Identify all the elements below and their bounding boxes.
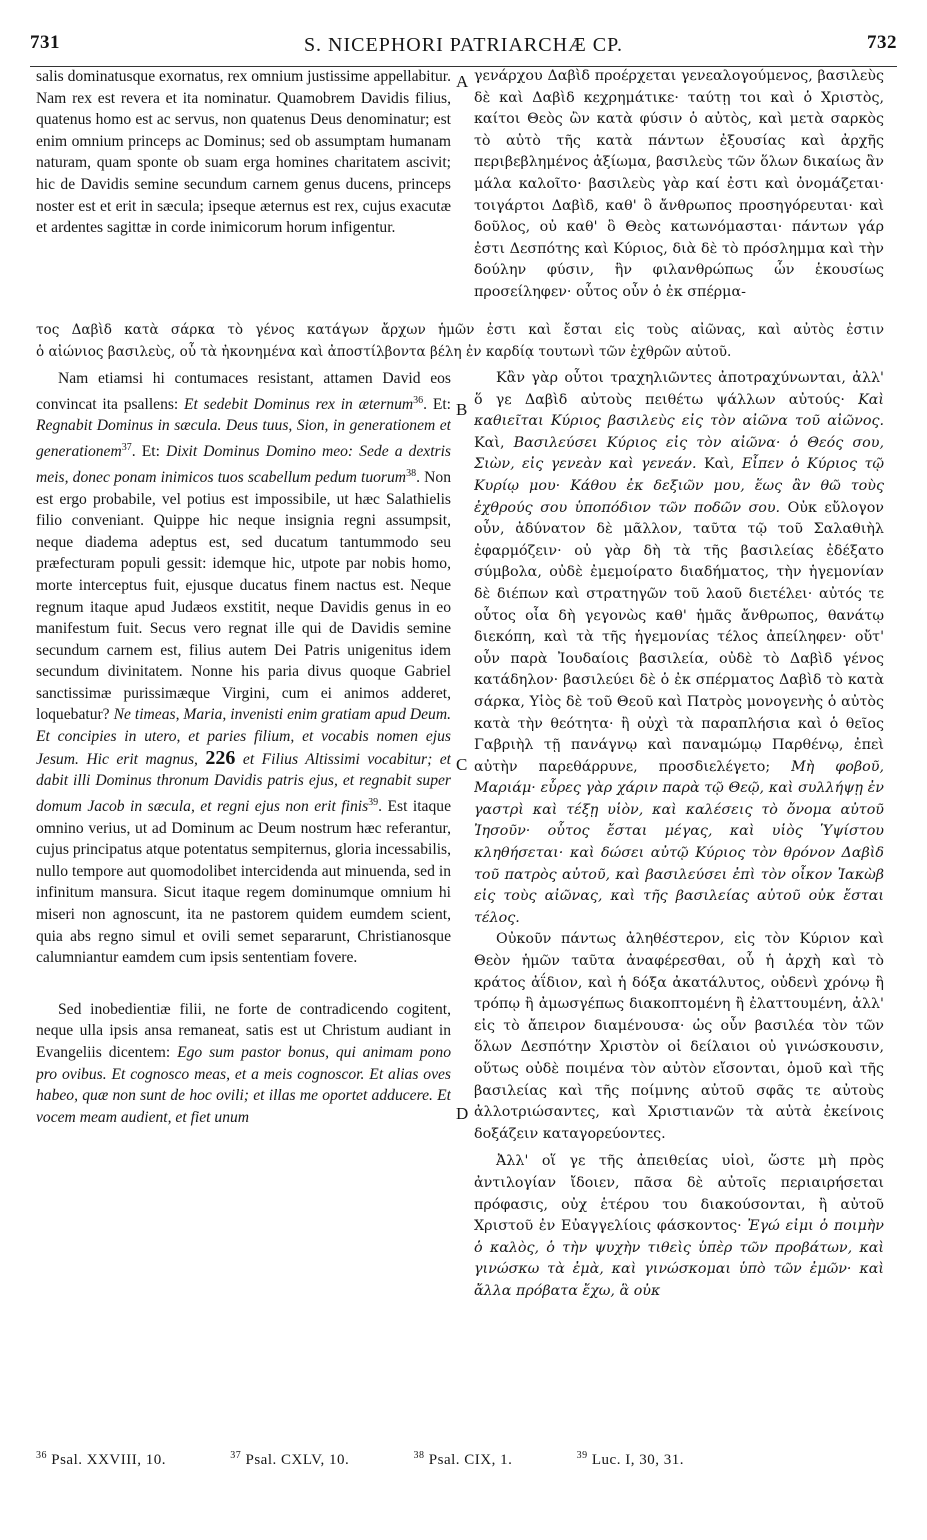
greek-full-line: τος Δαβὶδ κατὰ σάρκα τὸ γένος κατάγων ἄρχων ἡμῶν ἐστι καὶ ἔσται εἰς τοὺς αἰῶνας, καὶ αὐτὸς ἐστιν: [36, 322, 884, 338]
margin-letter-d: D: [456, 1104, 469, 1123]
greek-column-main: [474, 368, 884, 1428]
scripture-quote: Dixit Dominus Domino meo: Sede a dextris meis, donec ponam inimicos tuos scabellum pedum tuorum: [36, 443, 451, 486]
column-number: 226: [205, 746, 236, 769]
scripture-quote: Ego sum pastor bonus, qui animam pono pro ovibus. Et cognosco meas, et a meis cognoscor. Et alias oves habeo, quæ non sunt de hoc ovili; et illas me oportet adducere. Et vocem meam audient, et fiet unum: [36, 1043, 451, 1126]
greek-paragraph: γενάρχου Δαβὶδ προέρχεται γενεαλογούμενος, βασιλεὺς δὲ καὶ Δαβὶδ κεχρημάτικε· ταύτῃ τοι καὶ ὁ Χριστὸς, καίτοι Θεὸς ὢν κατὰ φύσιν ὁ αὐτὸς, καὶ μετὰ σαρκὸς τὸ αὐτὸ τῆς κατὰ πάντων ἐξουσίας καὶ ἀρχῆς περιβεβλημένος ἀξίωμα, βασιλεὺς τῶν ὅλων δικαίως ἂν μάλα καλοῖτο· βασιλεὺς γὰρ καί ἐστι καὶ ὀνομάζεται· τοιγάρτοι Δαβὶδ, καθ' ὃ ἄνθρωπος προσηγόρευται· καὶ δοῦλος, οὐ καθ' ὃ Θεὸς κατωνόμασται· πάντων γάρ ἐστι Δεσπότης καὶ Κύριος, διὰ δὲ τὸ πρόσλημμα καὶ τὴν δούλην φύσιν, ἣν φιλανθρώπως ὧν ἑκουσίως προσείληφεν· οὗτος οὖν ὁ ἐκ σπέρμα-: [474, 68, 884, 300]
greek-column-top: [474, 66, 884, 316]
scripture-quote: Καὶ καθιεῖται Κύριος βασιλεὺς εἰς τὸν αἰῶνα τοῦ αἰῶνος.: [474, 391, 884, 430]
scripture-quote: Εἶπεν ὁ Κύριος τῷ Κυρίῳ μου· Κάθου ἐκ δεξιῶν μου, ἕως ἂν θῶ τοὺς ἐχθρούς σου ὑποπόδιον τῶν ποδῶν σου.: [474, 456, 884, 516]
scripture-quote: Βασιλεύσει Κύριος εἰς τὸν αἰῶνα· ὁ Θεός σου, Σιὼν, εἰς γενεὰν καὶ γενεάν.: [474, 434, 884, 473]
footnote: $^{38}$ Psal. CIX, 1.: [413, 1450, 513, 1468]
page-number-right: 732: [867, 32, 897, 53]
greek-paragraph: Ἀλλ' οἵ γε τῆς ἀπειθείας υἱοὶ, ὥστε μὴ πρὸς ἀντιλογίαν ἴδοιεν, πᾶσα δὲ αὐτοῖς περιαιρήσεται πρόφασις, οὐχ ἑτέρου του διακούσονται, ἢ αὐτοῦ Χριστοῦ ἐν Εὐαγγελίοις φάσκοντος· Ἐγώ εἰμι ὁ ποιμὴν ὁ καλὸς, ὁ τὴν ψυχὴν τιθεὶς ὑπὲρ τῶν προβάτων, καὶ γινώσκω τὰ ἐμὰ, καὶ γινώσκομαι ὑπὸ τῶν ἐμῶν· καὶ ἄλλα πρόβατα ἔχω, ἃ οὐκ: [474, 1153, 884, 1299]
running-title: S. NICEPHORI PATRIARCHÆ CP.: [303, 34, 624, 56]
latin-paragraph: Nam etiamsi hi contumaces resistant, attamen David eos convincat ita psallens: Et sedebit Dominus rex in æternum$^{36}$. Et: Regnabit Dominus in sæcula. Deus tuus, Sion, in generationem et generationem$^{37}$. Et: Dixit Dominus Domino meo: Sede a dextris meis, donec ponam inimicos tuos scabellum pedum tuorum$^{38}$. Non est ergo probabile, vel potius est impossibile, ut hæc Salathielis filio conveniant. Quippe hic neque insignia regni assumpsit, neque diadema adeptus est, sed ducatum tantummodo seu præfecturam populi gessit: idemque hic, utpote par nobis homo, morte interceptus fuit, ejusque ducatus finem nactus est. Neque regnum itaque apud Judæos exstitit, neque Davidis genus in eo manifestum fuit. Secus vero regnat ille qui de Davidis semine secundum carnem est, filius autem Dei Patris unigenitus idem secundum divinitatem. Nonne his paria divus quoque Gabriel sanctissimæ purissimæque Virgini, cum ei animos adderet, loquebatur? Ne timeas, Maria, invenisti enim gratiam apud Deum. Et concipies in utero, et paries filium, et vocabis nomen ejus Jesum. Hic erit magnus, 226 et Filius Altissimi vocabitur; et dabit illi Dominus thronum Davidis patris ejus, et regnabit super domum Jacob in sæcula, et regni ejus non erit finis$^{39}$. Est itaque omnino verius, ut ad Dominum ac Deum nostrum hæc referantur, cujus principatus atque potentatus sempiternus, gloria incessabilis, nullo tempore aut quomodolibet intercidenda aut minuenda, sed in infinitum mansura. Sicut itaque regem dominumque omnium hi miseri non agnoscunt, ita ne pastorem quidem eumdem scient, quia abs regno simul et ovili semet separarunt, Christianosque calumniantur eamdem cum ipsis sententiam fovere.: [36, 370, 451, 967]
greek-paragraph: Κἂν γὰρ οὗτοι τραχηλιῶντες ἀποτραχύνωνται, ἀλλ' ὅ γε Δαβὶδ αὐτοὺς πειθέτω ψάλλων αὐτούς· Καὶ καθιεῖται Κύριος βασιλεὺς εἰς τὸν αἰῶνα τοῦ αἰῶνος. Καὶ, Βασιλεύσει Κύριος εἰς τὸν αἰῶνα· ὁ Θεός σου, Σιὼν, εἰς γενεὰν καὶ γενεάν. Καὶ, Εἶπεν ὁ Κύριος τῷ Κυρίῳ μου· Κάθου ἐκ δεξιῶν μου, ἕως ἂν θῶ τοὺς ἐχθρούς σου ὑποπόδιον τῶν ποδῶν σου. Οὐκ εὔλογον οὖν, ἀδύνατον δὲ μᾶλλον, ταῦτα τῷ τοῦ Σαλαθιὴλ ἐφαρμόζειν· οὐ γὰρ δὴ τὰ τῆς βασιλείας ἐδέξατο σύμβολα, οὐδὲ ἐμεμοίρατο διαδήματος, τὴν ἡγεμονίαν δὲ διέπων καὶ στρατηγῶν τοῦ λαοῦ διετέλει· αὐτός τε οὗτος οἷα δὴ γεγονὼς καθ' ἡμᾶς ἄνθρωπος, θανάτῳ διεκόπη, καὶ τὰ τῆς ἡγεμονίας τέλος ἀπείληφεν· οὔτ' οὖν παρὰ Ἰουδαίοις βασιλεία, οὐδὲ τὸ Δαβὶδ γένος κατάδηλον· βασιλεύει δὲ ὁ ἐκ σπέρματος Δαβὶδ τὸ κατὰ σάρκα, Υἱὸς δὲ τοῦ Θεοῦ καὶ Πατρὸς μονογενὴς ὁ αὐτὸς κατὰ τὴν θεότητα· ἢ οὐχὶ τὰ παραπλήσια καὶ ὁ θεῖος Γαβριὴλ τῇ πανάγνῳ καὶ παναμώμῳ Παρθένῳ, ἐπεὶ αὐτὴν παρεθάρρυνε, προσδιελέγετο; Μὴ φοβοῦ, Μαριάμ· εὗρες γὰρ χάριν παρὰ τῷ Θεῷ, καὶ συλλήψῃ ἐν γαστρὶ καὶ τέξῃ υἱὸν, καὶ καλέσεις τὸ ὄνομα αὐτοῦ Ἰησοῦν· οὗτος ἔσται μέγας, καὶ υἱὸς Ὑψίστου κληθήσεται· καὶ δώσει αὐτῷ Κύριος τὸν θρόνον Δαβὶδ τοῦ πατρὸς αὐτοῦ, καὶ βασιλεύσει ἐπὶ τὸν οἶκον Ἰακὼβ εἰς τοὺς αἰῶνας, καὶ τῆς βασιλείας αὐτοῦ οὐκ ἔσται τέλος.: [474, 370, 884, 926]
page-header: [30, 32, 897, 67]
latin-paragraph: salis dominatusque exornatus, rex omnium justissime appellabitur. Nam rex est revera et ita nominatur. Quamobrem Davidis filius, quatenus homo est ac servus, non quatenus Deus denominatur; est enim omnium princeps ac Dominus; sed ob assumptam humanam naturam, quam sponte ob suam erga homines charitatem ascivit; hic de Davidis semine secundum carnem genus ducens, princeps noster est et erit in sæcula; ipseque æternus est rex, cujus exacutæ et ardentes sagittæ in corde inimicorum horum infigentur.: [36, 68, 451, 237]
margin-letter-b: B: [456, 400, 468, 419]
scripture-quote: Regnabit Dominus in sæcula. Deus tuus, Sion, in generationem et generationem: [36, 417, 451, 461]
scripture-quote: Μὴ φοβοῦ, Μαριάμ· εὗρες γὰρ χάριν παρὰ τῷ Θεῷ, καὶ συλλήψῃ ἐν γαστρὶ καὶ τέξῃ υἱὸν, καὶ καλέσεις τὸ ὄνομα αὐτοῦ Ἰησοῦν· οὗτος ἔσται μέγας, καὶ υἱὸς Ὑψίστου κληθήσεται· καὶ δώσει αὐτῷ Κύριος τὸν θρόνον Δαβὶδ τοῦ πατρὸς αὐτοῦ, καὶ βασιλεύσει ἐπὶ τὸν οἶκον Ἰακὼβ εἰς τοὺς αἰῶνας, καὶ τῆς βασιλείας αὐτοῦ οὐκ ἔσται τέλος.: [474, 758, 884, 926]
greek-paragraph: Οὐκοῦν πάντως ἀληθέστερον, εἰς τὸν Κύριον καὶ Θεὸν ἡμῶν ταῦτα ἀναφέρεσθαι, οὗ ἡ ἀρχὴ καὶ τὸ κράτος ἀΐδιον, καὶ ἡ δόξα ἀκατάλυτος, οὐδενὶ χρόνῳ ἢ τρόπῳ ἢ ἀμωσγέπως διακοπτομένη ἢ ἐλαττουμένη, ἀλλ' εἰς τὸ ἄπειρον διαμένουσα· ὡς οὖν βασιλέα τὸν τῶν ὅλων Δεσπότην Χριστὸν οἱ δείλαιοι οὐ γινώσκουσιν, οὕτως οὐδὲ ποιμένα τὸν αὐτὸν εἴσονται, ὁμοῦ καὶ τῆς βασιλείας καὶ τῆς ποίμνης αὐτοῦ σφᾶς τε αὐτοὺς ἀλλοτριώσαντες, καὶ Χριστιανῶν τὰ αὐτὰ ἐκείνοις δοξάζειν καταγορεύοντες.: [474, 931, 884, 1142]
latin-column-main: [36, 368, 451, 1428]
scripture-quote: Ἐγώ εἰμι ὁ ποιμὴν ὁ καλὸς, ὁ τὴν ψυχὴν τιθεὶς ὑπὲρ τῶν προβάτων, καὶ γινώσκω τὰ ἐμὰ, καὶ γινώσκομαι ὑπὸ τῶν ἐμῶν· καὶ ἄλλα πρόβατα ἔχω, ἃ οὐκ: [474, 1218, 884, 1299]
scripture-quote: et Filius Altissimi vocabitur; et dabit illi Dominus thronum Davidis patris ejus, et regnabit super domum Jacob in sæcula, et regni ejus non erit finis: [36, 750, 451, 816]
margin-letter-a: A: [456, 72, 469, 91]
greek-full-line: ὁ αἰώνιος βασιλεὺς, οὗ τὰ ἠκονημένα καὶ ἀποστίλβοντα βέλη ἐν καρδίᾳ τουτωνὶ τῶν ἐχθρῶν αὐτοῦ.: [36, 343, 732, 360]
footnote: $^{37}$ Psal. CXLV, 10.: [230, 1450, 350, 1468]
scripture-quote: Et sedebit Dominus rex in æternum: [184, 395, 414, 413]
footnotes: [36, 1450, 884, 1469]
footnote: $^{39}$ Luc. I, 30, 31.: [576, 1450, 684, 1468]
latin-paragraph: Sed inobedientiæ filii, ne forte de contradicendo cogitent, neque ulla ipsis ansa remaneat, satis est ut Christum audiant in Evangeliis dicentem: Ego sum pastor bonus, qui animam pono pro ovibus. Et cognosco meas, et a meis cognoscor. Et alias oves habeo, quæ non sunt de hoc ovili; et illas me oportet adducere. Et vocem meam audient, et fiet unum: [36, 1000, 451, 1126]
page-number-left: 731: [30, 32, 60, 53]
footnote: $^{36}$ Psal. XXVIII, 10.: [36, 1450, 166, 1468]
margin-letter-c: C: [456, 755, 468, 774]
latin-column-top: [36, 66, 451, 316]
greek-full-width-block: [36, 320, 884, 363]
scripture-quote: Ne timeas, Maria, invenisti enim gratiam apud Deum. Et concipies in utero, et paries filium, et vocabis nomen ejus Jesum. Hic erit magnus,: [36, 706, 451, 768]
